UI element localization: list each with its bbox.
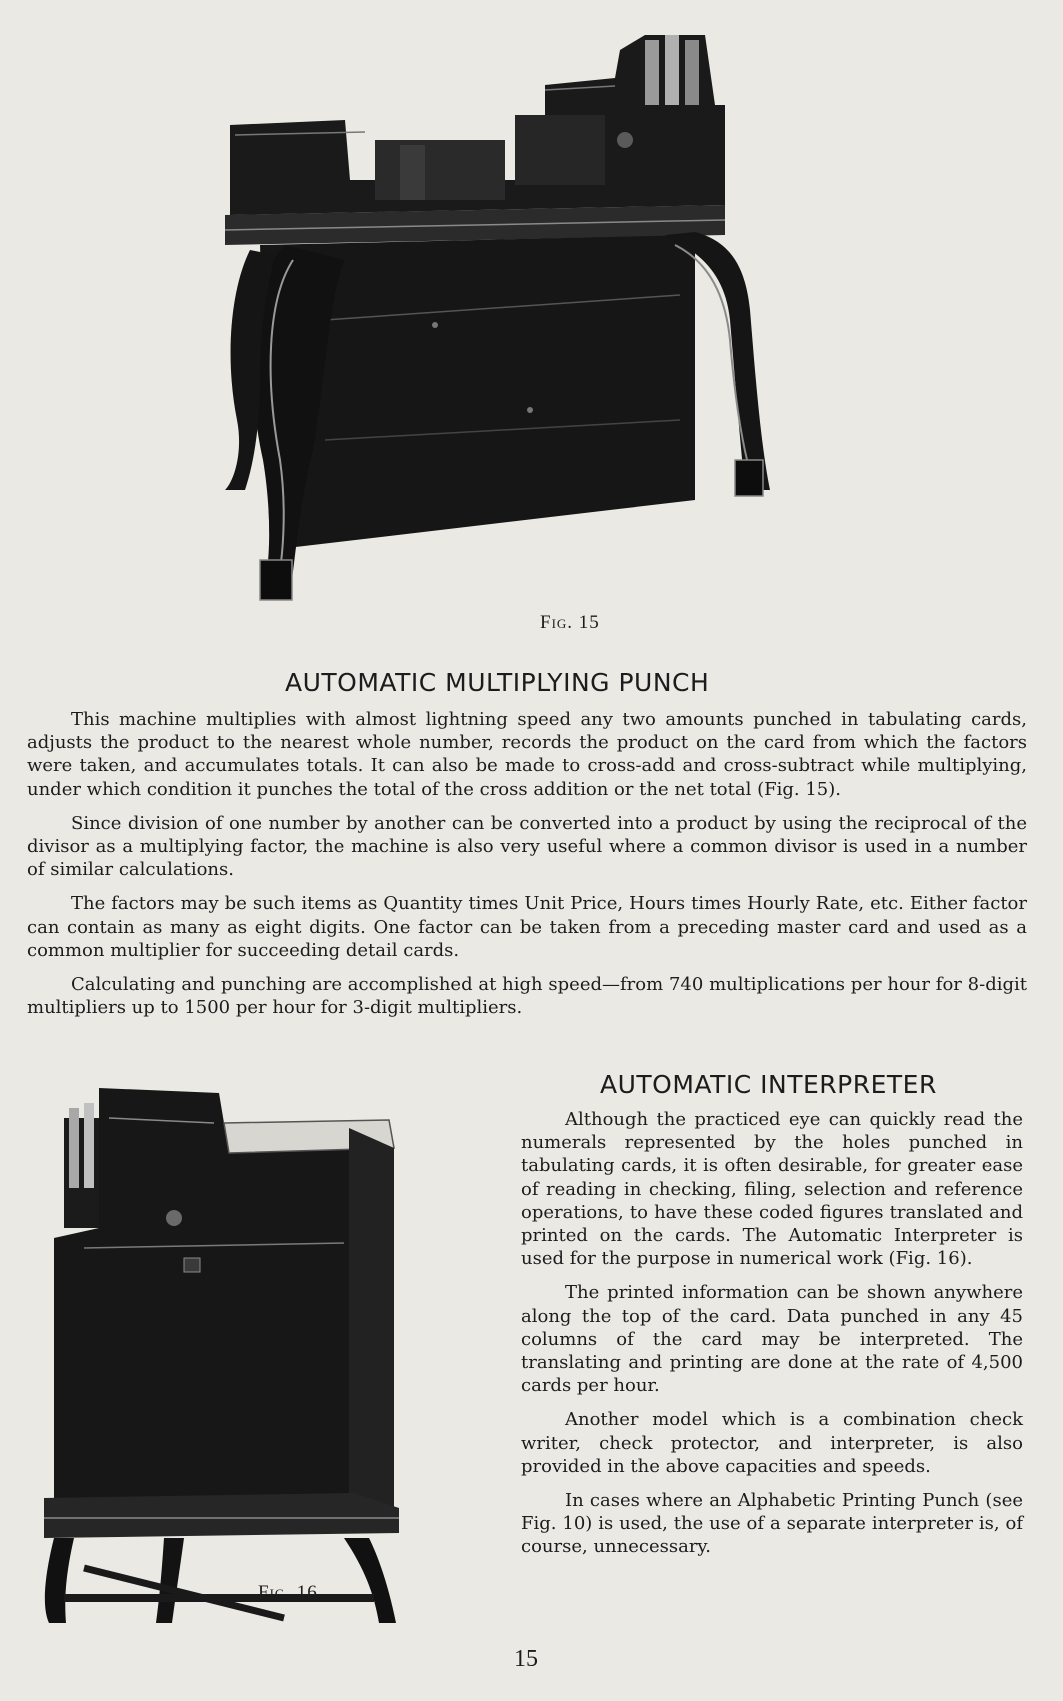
section-heading: AUTOMATIC INTERPRETER [600,1070,937,1099]
paragraph: Although the practiced eye can quickly read the numerals represented by the holes punched in tabulating cards, it is often desirable, for greater ease of reading in checking, filing, selection and reference operations, to have these coded figures translated and printed on the cards. The Automatic Interpreter is used for the purpose in numerical work (Fig. 16). [521,1109,1023,1270]
figure-caption: Fig. 15 [540,612,600,633]
interpreter-photo [44,1078,434,1623]
paragraph: Calculating and punching are accomplished at high speed—from 740 multiplications per hour for 8-digit multipliers up to 1500 per hour for 3-digit multipliers. [27,974,1027,1019]
paragraph: The printed information can be shown anywhere along the top of the card. Data punched in any 45 columns of the card may be interpreted. The translating and printing are done at the rate of 4,500 cards per hour. [521,1282,1023,1397]
section-body [521,1108,1023,1570]
paragraph: Another model which is a combination check writer, check protector, and interpreter, is also provided in the above capacities and speeds. [521,1409,1023,1477]
paragraph: The factors may be such items as Quantity times Unit Price, Hours times Hourly Rate, etc. Either factor can contain as many as eight digits. One factor can be taken from a preceding master card and used as a common multiplier for succeeding detail cards. [27,893,1027,961]
paragraph: In cases where an Alphabetic Printing Punch (see Fig. 10) is used, the use of a separate interpreter is, of course, unnecessary. [521,1490,1023,1558]
paragraph: This machine multiplies with almost lightning speed any two amounts punched in tabulating cards, adjusts the product to the nearest whole number, records the product on the card from which the factors were taken, and accumulates totals. It can also be made to cross-add and cross-subtract while multiplying, under which condition it punches the total of the cross addition or the net total (Fig. 15). [27,709,1027,800]
section-body [27,708,1027,1030]
multiplying-punch-photo [225,20,820,642]
page-number: 15 [514,1646,538,1672]
section-heading: AUTOMATIC MULTIPLYING PUNCH [285,668,710,697]
paragraph: Since division of one number by another can be converted into a product by using the reciprocal of the divisor as a multiplying factor, the machine is also very useful where a common divisor is used in a number of similar calculations. [27,812,1027,881]
figure-caption: Fig. 16 [258,1582,318,1603]
